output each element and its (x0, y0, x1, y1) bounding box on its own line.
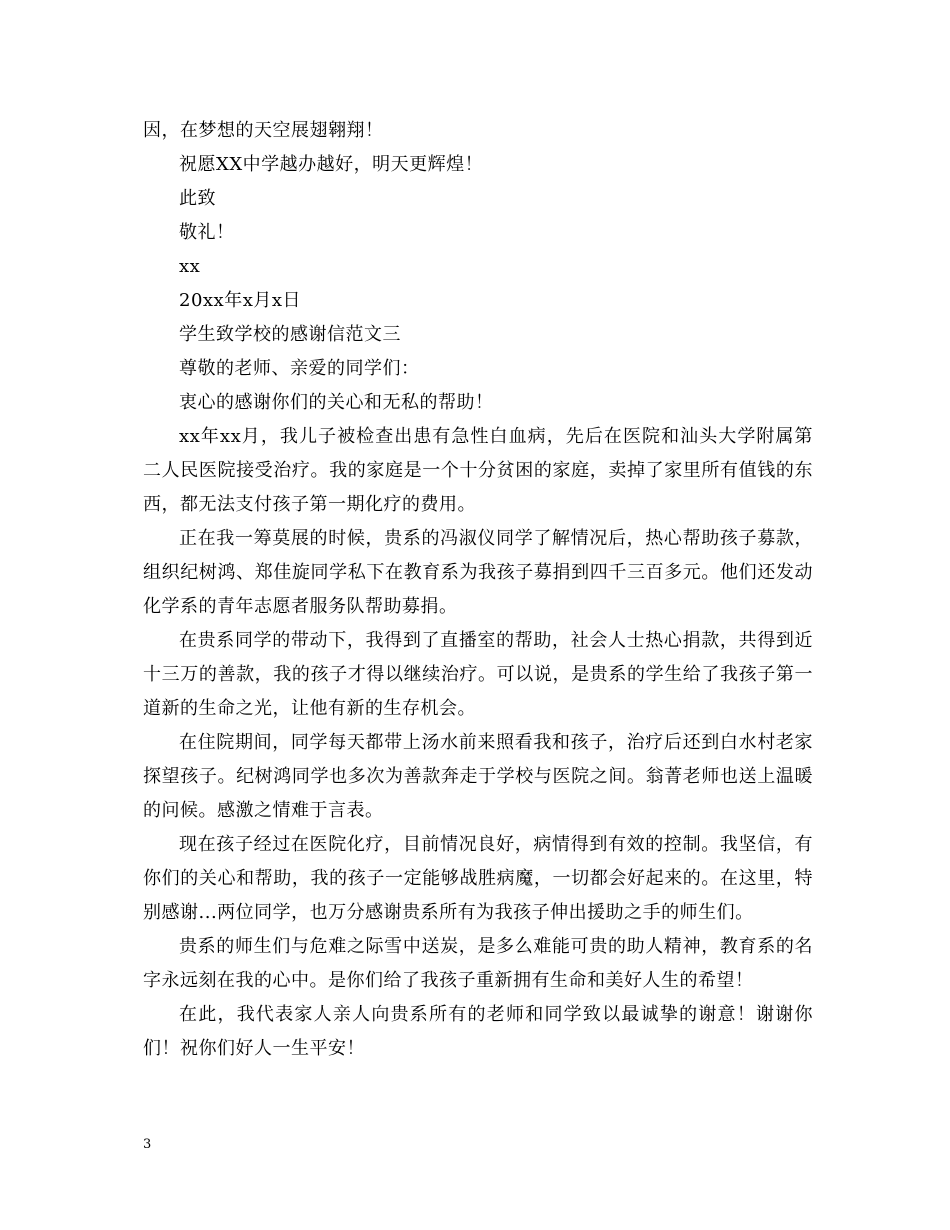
section-title: 学生致学校的感谢信范文三 (179, 324, 401, 345)
paragraph-illness: xx年xx月，我儿子被检查出患有急性白血病，先后在医院和汕头大学附属第二人民医院接受治疗。我的家庭是一个十分贫困的家庭，卖掉了家里所有值钱的东西，都无法支付孩子第一期化疗的费用。 (143, 426, 813, 515)
page-number: 3 (143, 1137, 152, 1152)
paragraph-hospital-care: 在住院期间，同学每天都带上汤水前来照看我和孩子，治疗后还到白水村老家探望孩子。纪树鸿同学也多次为善款奔走于学校与医院之间。翁菁老师也送上温暖的问候。感激之情难于言表。 (143, 732, 813, 821)
paragraph-fundraising: 正在我一筹莫展的时候，贵系的冯淑仪同学了解情况后，热心帮助孩子募款，组织纪树鸿、郑佳旋同学私下在教育系为我孩子募捐到四千三百多元。他们还发动化学系的青年志愿者服务队帮助募捐。 (143, 528, 813, 617)
paragraph-recovery: 现在孩子经过在医院化疗，目前情况良好，病情得到有效的控制。我坚信，有你们的关心和帮助，我的孩子一定能够战胜病魔，一切都会好起来的。在这里，特别感谢...两位同学，也万分感谢贵系所有为我孩子伸出援助之手的师生们。 (143, 834, 813, 923)
document-body (143, 114, 813, 1066)
closing-salutation: 此致 (179, 188, 216, 209)
signature-date: 20xx年x月x日 (179, 290, 302, 311)
paragraph-final-thanks: 在此，我代表家人亲人向贵系所有的老师和同学致以最诚挚的谢意！谢谢你们！祝你们好人一生平安！ (143, 1004, 813, 1059)
paragraph-continuation: 因，在梦想的天空展翅翱翔！ (143, 120, 384, 141)
paragraph-donations: 在贵系同学的带动下，我得到了直播室的帮助，社会人士热心捐款，共得到近十三万的善款，我的孩子才得以继续治疗。可以说，是贵系的学生给了我孩子第一道新的生命之光，让他有新的生存机会。 (143, 630, 813, 719)
letter-greeting: 尊敬的老师、亲爱的同学们： (179, 358, 420, 379)
closing-regards: 敬礼！ (179, 222, 235, 243)
paragraph-thanks: 衷心的感谢你们的关心和无私的帮助！ (179, 392, 494, 413)
paragraph-gratitude: 贵系的师生们与危难之际雪中送炭，是多么难能可贵的助人精神，教育系的名字永远刻在我的心中。是你们给了我孩子重新拥有生命和美好人生的希望！ (143, 936, 813, 991)
paragraph-wish: 祝愿XX中学越办越好，明天更辉煌！ (179, 154, 484, 175)
signature-name: xx (179, 256, 201, 277)
